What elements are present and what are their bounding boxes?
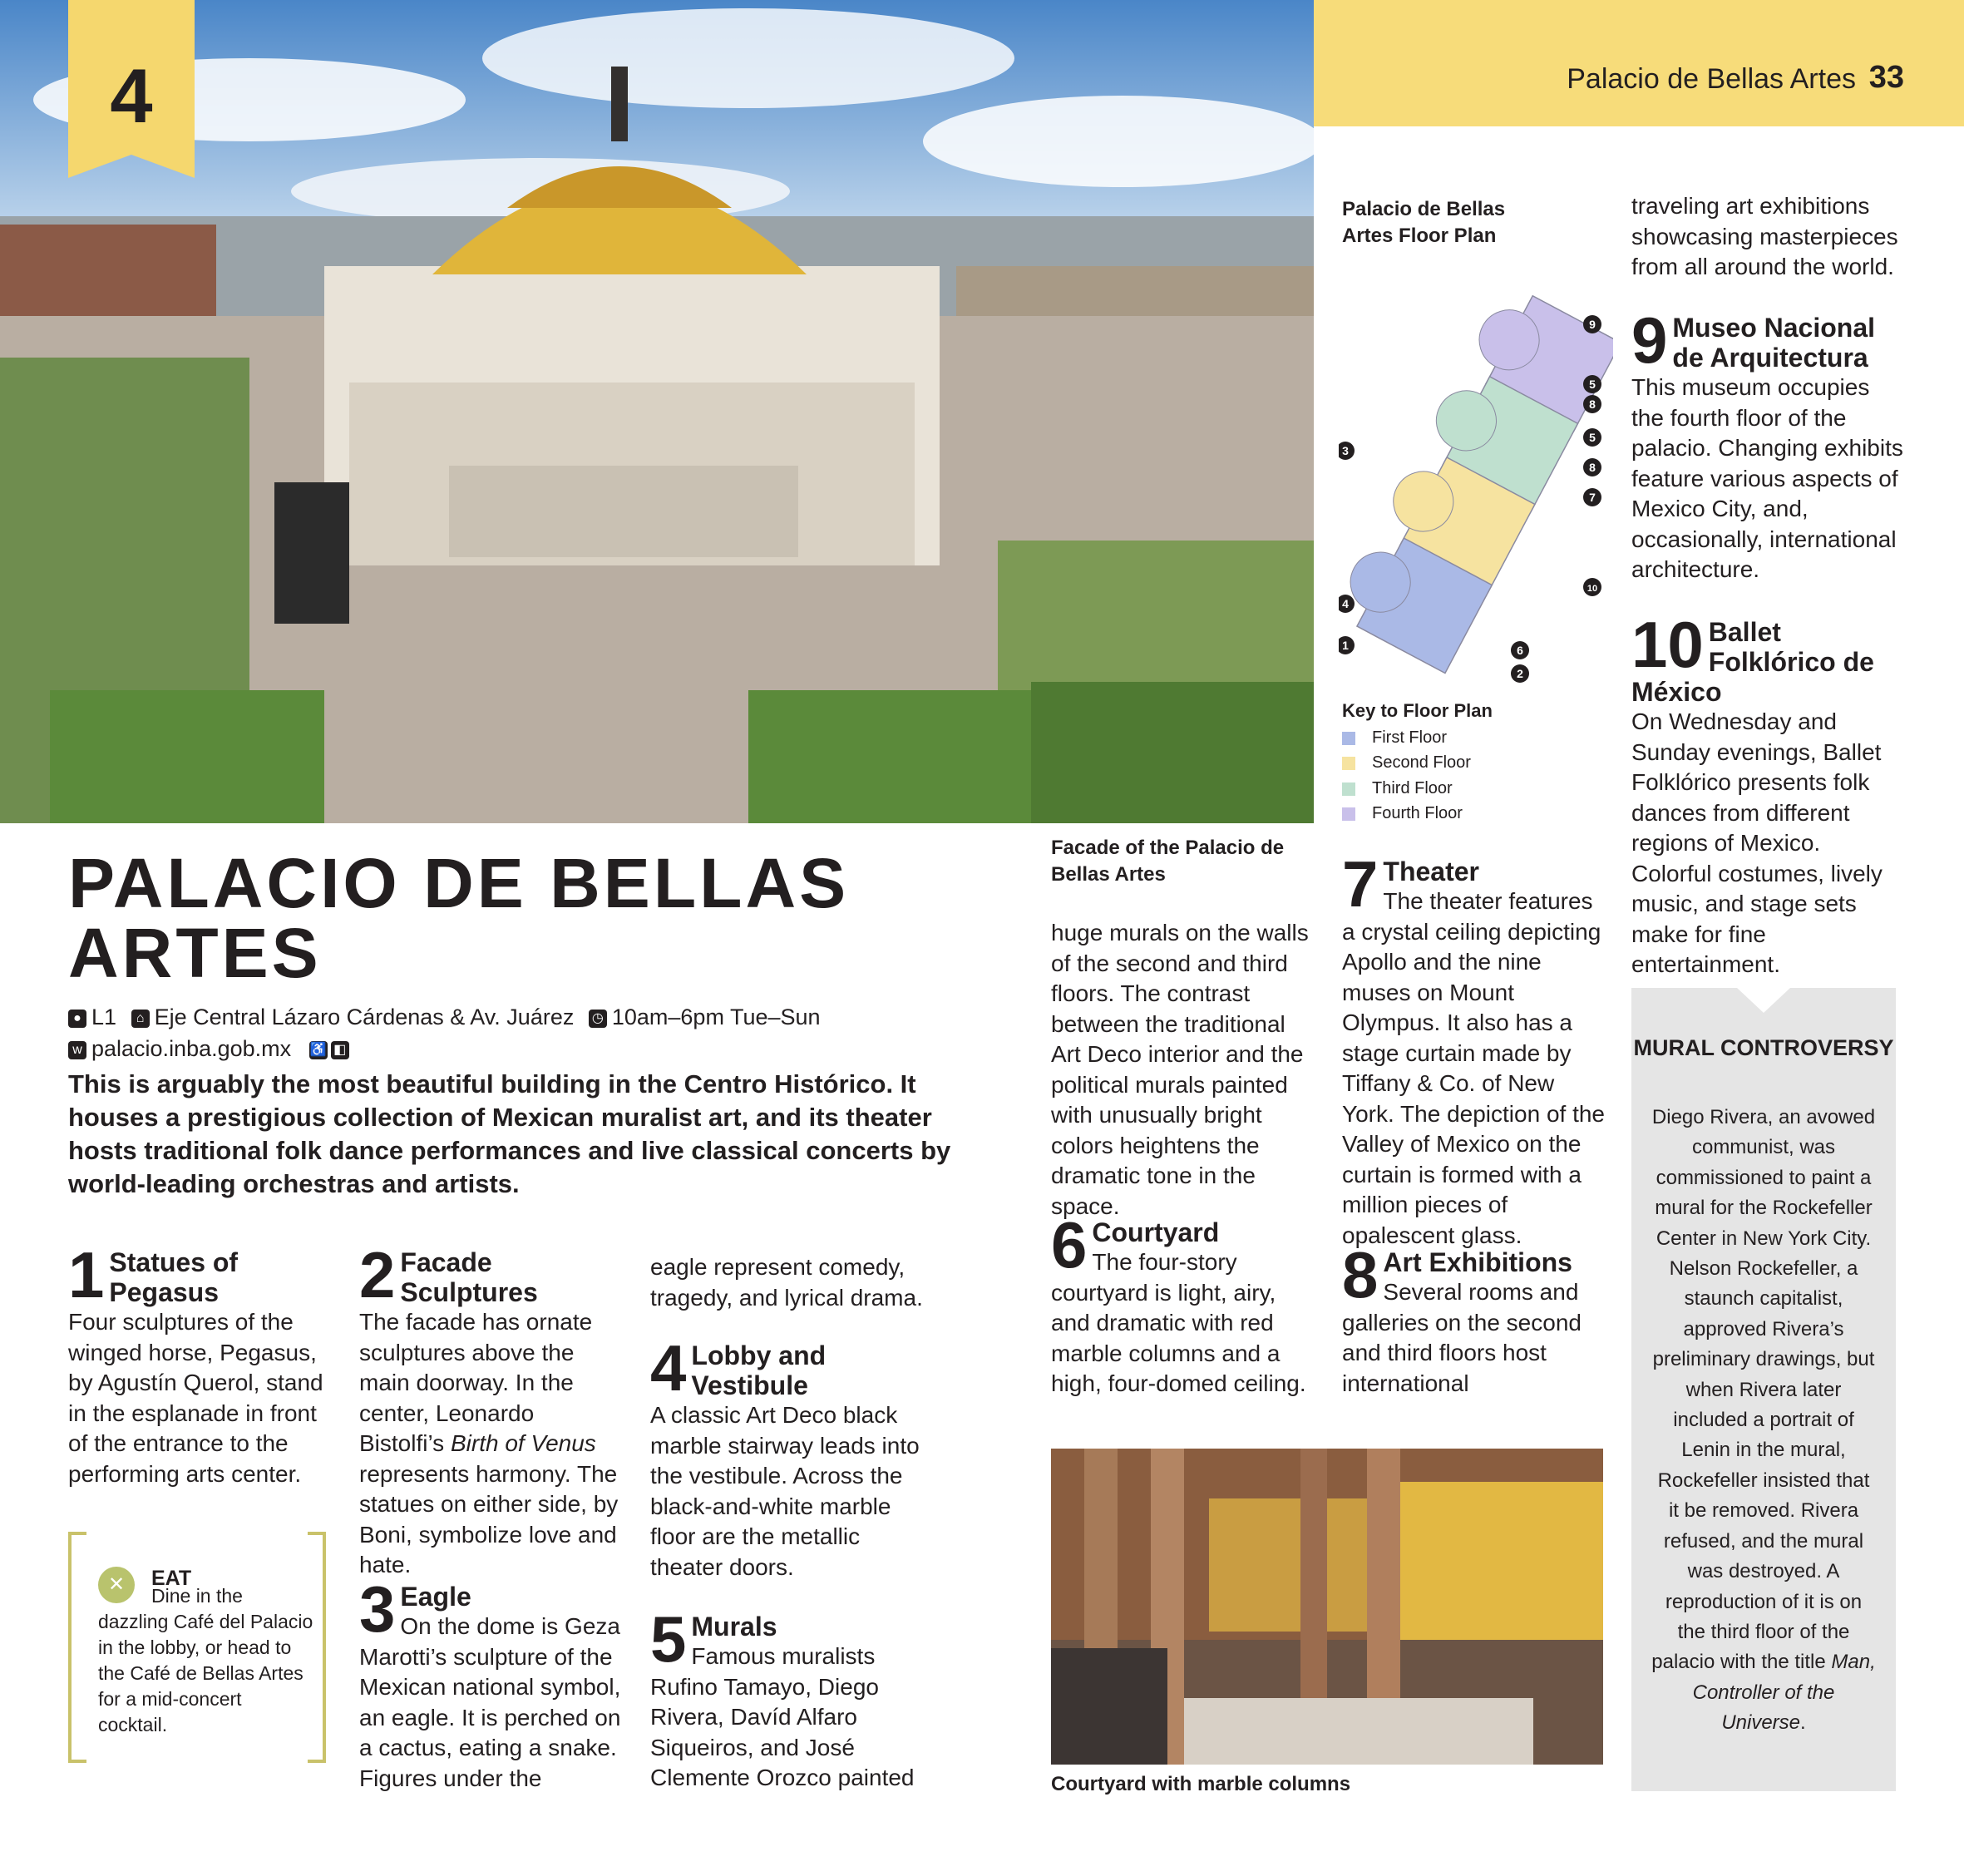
- floor-plan-callout-5: [1583, 428, 1601, 447]
- hero-illustration: [0, 0, 1314, 823]
- running-title: Palacio de Bellas Artes: [1567, 63, 1856, 95]
- item-heading: Facade Sculptures: [400, 1247, 538, 1307]
- item-10: [1631, 608, 1906, 980]
- key-entry-second: Second Floor: [1342, 753, 1471, 773]
- item-8: [1342, 1238, 1608, 1399]
- eat-label: EAT: [151, 1567, 192, 1590]
- item-heading: Statues of Pegasus: [109, 1247, 239, 1307]
- item-heading: Murals: [691, 1612, 777, 1642]
- caption-facade: Facade of the Palacio de Bellas Artes: [1051, 837, 1285, 886]
- item-9: [1631, 304, 1906, 585]
- svg-text:8: 8: [1589, 461, 1596, 474]
- item-text: Famous muralists Rufino Tamayo, Diego Rivera, Davíd Alfaro Siqueiros, and José Clemente Orozco painted: [650, 1643, 915, 1790]
- info-address: Eje Central Lázaro Cárdenas & Av. Juárez: [154, 1005, 575, 1029]
- item-text: A classic Art Deco black marble stairway leads into the vestibule. Across the black-and-white marble floor are the metallic theater doors.: [650, 1402, 920, 1580]
- item-4: [650, 1331, 925, 1582]
- intro-paragraph: This is arguably the most beautiful building in the Centro Histórico. It houses a prestigious collection of Mexican muralist art, and its theater hosts traditional folk dance performances and live classical concerts by world-leading orchestras and artists.: [68, 1069, 951, 1198]
- item-heading: Museo Nacional de Arquitectura: [1672, 313, 1875, 373]
- floor-plan-title: Palacio de Bellas Artes Floor Plan: [1342, 198, 1506, 247]
- key-entry-fourth: Fourth Floor: [1342, 804, 1463, 823]
- item-heading: Lobby and Vestibule: [691, 1340, 827, 1400]
- floor-plan-callout-2: [1511, 664, 1529, 683]
- item-heading: Ballet Folklórico de México: [1631, 617, 1874, 707]
- item-5-continued: huge murals on the walls of the second and third floors. The contrast between the traditional Art Deco interior and the political murals painted with unusually bright colors heightens the dramatic tone in the space.: [1051, 920, 1309, 1219]
- hero-photo-palacio: [0, 0, 1314, 823]
- item-number: 6: [1051, 1208, 1088, 1281]
- item-text: The four-story courtyard is light, airy, and dramatic with red marble columns and a high, four-domed ceiling.: [1051, 1249, 1306, 1396]
- info-line-2: [68, 1036, 354, 1062]
- item-heading: Eagle: [400, 1582, 471, 1612]
- floor-plan-callout-3: [1339, 442, 1355, 460]
- item-number: 3: [359, 1572, 396, 1646]
- courtyard-illustration: [1051, 1449, 1603, 1765]
- info-line-1: [68, 1005, 821, 1030]
- svg-text:4: 4: [1342, 597, 1349, 610]
- floor-plan-callout-10: [1583, 578, 1601, 596]
- item-number: 5: [650, 1602, 687, 1676]
- key-swatch: [1342, 732, 1355, 745]
- floor-plan-svg: [1339, 274, 1613, 690]
- key-entry-third: Third Floor: [1342, 779, 1453, 798]
- info-location: L1: [91, 1005, 117, 1029]
- info-hours: 10am–6pm Tue–Sun: [611, 1005, 821, 1029]
- key-title: Key to Floor Plan: [1342, 700, 1493, 721]
- item-heading: Art Exhibitions: [1383, 1247, 1572, 1277]
- svg-text:7: 7: [1589, 491, 1596, 504]
- item-5: [650, 1602, 925, 1794]
- ticket-icon: ◧: [331, 1041, 349, 1059]
- eat-box: [68, 1532, 326, 1756]
- svg-text:5: 5: [1589, 431, 1596, 444]
- item-number: 9: [1631, 304, 1668, 377]
- eat-text: Dine in the dazzling Café del Palacio in the lobby, or head to the Café de Bellas Artes for a mid-concert cocktail.: [98, 1585, 313, 1735]
- key-swatch: [1342, 807, 1355, 821]
- key-swatch: [1342, 757, 1355, 770]
- item-number: 2: [359, 1238, 396, 1311]
- page-title: PALACIO DE BELLAS ARTES: [68, 844, 850, 992]
- item-7: [1342, 847, 1608, 1251]
- floor-plan-callout-1: [1339, 636, 1355, 654]
- bracket-left: [68, 1532, 86, 1763]
- chapter-tab: [68, 0, 195, 155]
- item-number: 4: [650, 1331, 687, 1405]
- floor-plan-callout-9: [1583, 315, 1601, 333]
- svg-text:10: 10: [1586, 584, 1598, 594]
- floor-plan-callout-8: [1583, 395, 1601, 413]
- info-website[interactable]: palacio.inba.gob.mx: [91, 1036, 292, 1061]
- svg-text:5: 5: [1589, 378, 1596, 391]
- item-6: [1051, 1208, 1317, 1400]
- item-text: This museum occupies the fourth floor of the palacio. Changing exhibits feature various aspects of Mexico City, and, occasionally, international architecture.: [1631, 374, 1903, 582]
- clock-icon: ◷: [589, 1010, 607, 1028]
- item-number: 1: [68, 1238, 105, 1311]
- floor-plan-callout-8: [1583, 458, 1601, 476]
- fork-knife-icon: ✕: [98, 1567, 135, 1603]
- key-entry-first: First Floor: [1342, 728, 1447, 748]
- item-heading: Courtyard: [1092, 1217, 1220, 1247]
- floor-plan-callout-5: [1583, 375, 1601, 393]
- item-2: [359, 1238, 625, 1581]
- item-3-continued: eagle represent comedy, tragedy, and lyrical drama.: [650, 1254, 923, 1311]
- svg-text:2: 2: [1517, 667, 1523, 680]
- svg-text:6: 6: [1517, 644, 1523, 657]
- item-number: 7: [1342, 847, 1379, 921]
- floor-plan-callout-4: [1339, 595, 1355, 613]
- floor-plan-diagram: [1339, 274, 1613, 690]
- item-1: [68, 1238, 334, 1489]
- item-text: Several rooms and galleries on the second and third floors host international: [1342, 1279, 1582, 1396]
- caption-courtyard: Courtyard with marble columns: [1051, 1773, 1351, 1795]
- page-number: 33: [1868, 60, 1904, 95]
- chapter-number: 4: [110, 54, 153, 139]
- item-8-continued: traveling art exhibitions showcasing masterpieces from all around the world.: [1631, 193, 1898, 279]
- svg-text:3: 3: [1342, 444, 1349, 457]
- item-number: 10: [1631, 608, 1704, 681]
- item-text: Four sculptures of the winged horse, Pegasus, by Agustín Querol, stand in the esplanade in front of the entrance to the performing arts center.: [68, 1309, 323, 1487]
- floor-plan-callout-6: [1511, 641, 1529, 659]
- home-icon: ⌂: [131, 1010, 150, 1028]
- item-text: The theater features a crystal ceiling depicting Apollo and the nine muses on Mount Olympus. It also has a stage curtain made by Tiffany & Co. of New York. The depiction of the Valley of Mexico on the curtain is formed with a million pieces of opalescent glass.: [1342, 888, 1605, 1248]
- sidebar-title: MURAL CONTROVERSY: [1633, 1035, 1894, 1060]
- sidebar-text: Diego Rivera, an avowed communist, was commissioned to paint a mural for the Rockefeller Center in New York City. Nelson Rockefeller, a staunch capitalist, approved Rivera’s preliminary drawings, but when Rivera later included a portrait of Lenin in the mural, Rockefeller insisted that it be removed. Rivera refused, and the mural was destroyed. A reproduction of it is on the third floor of the palacio with the title Man, Controller of the Universe.: [1651, 1106, 1876, 1735]
- item-3: [359, 1572, 625, 1794]
- svg-text:1: 1: [1342, 639, 1349, 652]
- location-pin-icon: ●: [68, 1010, 86, 1028]
- website-icon: w: [68, 1041, 86, 1059]
- svg-text:9: 9: [1589, 318, 1596, 331]
- mural-controversy-sidebar: [1631, 988, 1896, 1791]
- item-heading: Theater: [1383, 857, 1479, 886]
- item-text: The facade has ornate sculptures above the main doorway. In the center, Leonardo Bistolfi’s Birth of Venus represents harmony. The statues on either side, by Boni, symbolize love and hate.: [359, 1309, 619, 1577]
- floor-plan-callout-7: [1583, 488, 1601, 506]
- item-text: On Wednesday and Sunday evenings, Ballet Folklórico presents folk dances from different regions of Mexico. Colorful costumes, lively music, and stage sets make for fine entertainment.: [1631, 708, 1883, 977]
- item-text: On the dome is Geza Marotti’s sculpture of the Mexican national symbol, an eagle. It is perched on a cactus, eating a snake. Figures under the: [359, 1613, 621, 1791]
- photo-courtyard: [1051, 1449, 1603, 1765]
- accessibility-icon: ♿: [309, 1041, 328, 1059]
- item-number: 8: [1342, 1238, 1379, 1311]
- key-swatch: [1342, 782, 1355, 796]
- svg-text:8: 8: [1589, 397, 1596, 411]
